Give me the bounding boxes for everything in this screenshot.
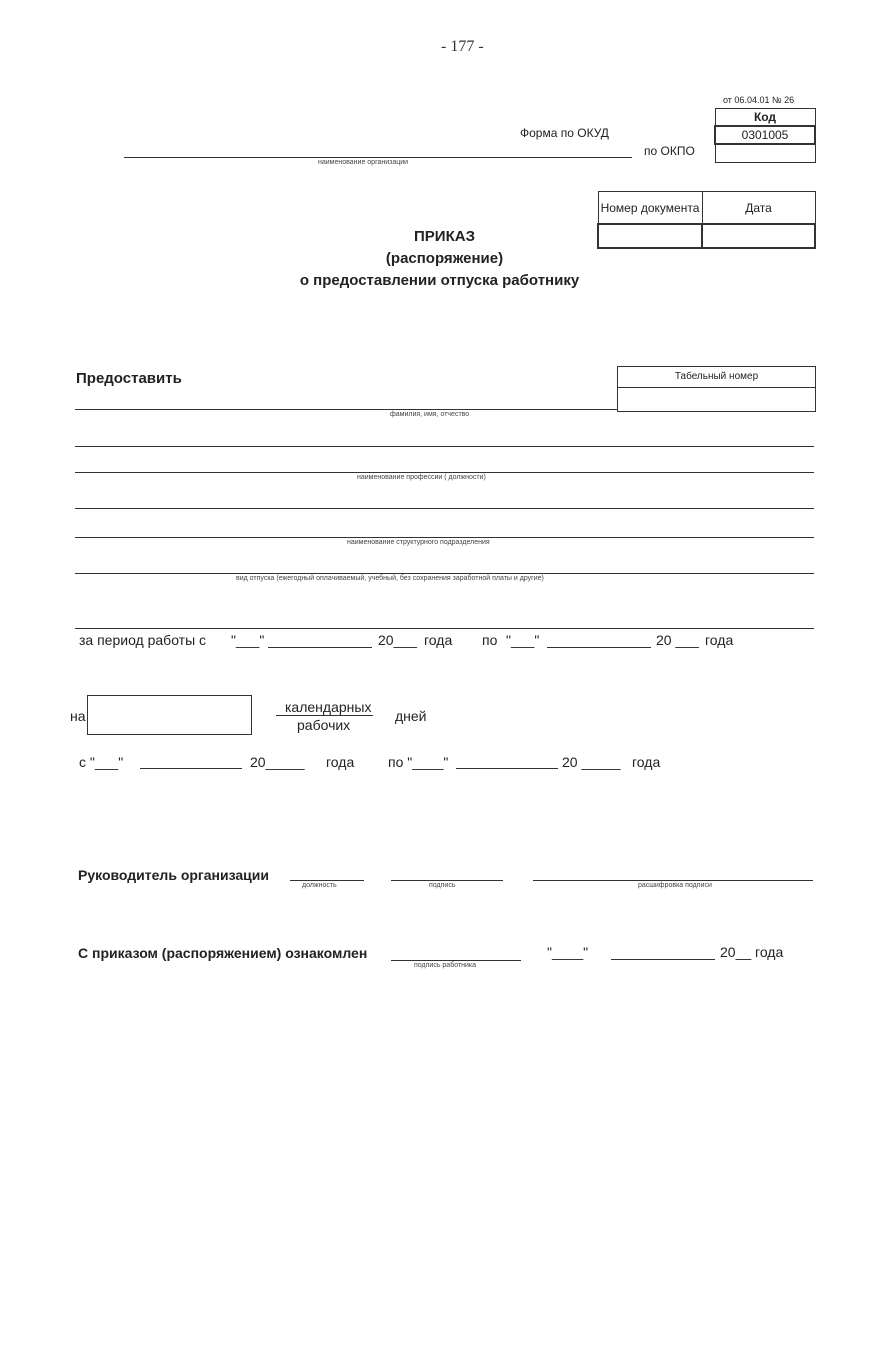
ack-sign-line[interactable] xyxy=(391,960,521,961)
code-header: Код xyxy=(715,109,815,127)
fio-line[interactable] xyxy=(75,409,617,410)
dates-end-year[interactable]: 20 _____ xyxy=(562,754,621,770)
leave-type-caption: вид отпуска (ежегодный оплачиваемый, учебный, без сохранения заработной платы и другие) xyxy=(236,575,544,582)
organization-caption: наименование организации xyxy=(318,159,409,166)
page-number: - 177 - xyxy=(441,38,484,55)
period-month-start-line[interactable] xyxy=(268,647,372,648)
okud-label: Форма по ОКУД xyxy=(520,126,609,140)
head-decode-line[interactable] xyxy=(533,880,813,881)
title-line1: ПРИКАЗ xyxy=(414,228,475,245)
period-po: по xyxy=(482,632,498,648)
organization-line[interactable] xyxy=(124,157,632,158)
period-goda-start: года xyxy=(424,632,453,648)
grant-label: Предоставить xyxy=(76,370,182,387)
blank-line-2[interactable] xyxy=(75,508,814,509)
doc-number-header: Номер документа xyxy=(598,192,702,225)
fio-caption: фамилия, имя, отчество xyxy=(390,411,470,418)
period-goda-end: года xyxy=(705,632,734,648)
period-year-end[interactable]: 20 ___ xyxy=(656,632,699,648)
dates-start-year[interactable]: 20_____ xyxy=(250,754,305,770)
leave-type-line[interactable] xyxy=(75,573,814,574)
ack-sign-caption: подпись работника xyxy=(414,962,477,969)
head-position-caption: должность xyxy=(302,882,337,889)
days-calendar: календарных xyxy=(285,699,372,715)
okud-code-cell: 0301005 xyxy=(715,126,815,144)
days-na: на xyxy=(70,708,86,724)
days-count-box[interactable] xyxy=(87,695,252,735)
doc-date-header: Дата xyxy=(702,192,815,225)
dates-end-day[interactable]: по "____" xyxy=(388,754,449,770)
head-decode-caption: расшифровка подписи xyxy=(638,882,712,889)
ack-month-line[interactable] xyxy=(611,959,715,960)
tab-number-header: Табельный номер xyxy=(618,367,815,388)
tab-number-cell[interactable] xyxy=(618,388,815,411)
head-position-line[interactable] xyxy=(290,880,364,881)
head-label: Руководитель организации xyxy=(78,867,269,883)
period-label: за период работы с xyxy=(79,632,207,648)
ack-day[interactable]: "____" xyxy=(547,944,589,960)
blank-line-3[interactable] xyxy=(75,628,814,629)
okpo-label: по ОКПО xyxy=(644,144,695,158)
days-working: рабочих xyxy=(297,717,351,733)
ack-year[interactable]: 20__ года xyxy=(720,944,784,960)
title-line3: о предоставлении отпуска работнику xyxy=(299,272,580,289)
days-fraction-line xyxy=(276,715,373,716)
dates-end-goda: года xyxy=(632,754,661,770)
period-day-start[interactable]: "___" xyxy=(231,632,265,648)
okpo-code-cell[interactable] xyxy=(715,144,815,163)
profession-caption: наименование профессии ( должности) xyxy=(357,474,486,481)
tab-number-box xyxy=(617,366,816,412)
title-line2: (распоряжение) xyxy=(385,250,504,267)
profession-line[interactable] xyxy=(75,472,814,473)
dates-start-day[interactable]: с "___" xyxy=(79,754,124,770)
dates-start-month-line[interactable] xyxy=(140,768,242,769)
department-caption: наименование структурного подразделения xyxy=(347,539,490,546)
form-revision: от 06.04.01 № 26 xyxy=(723,95,795,105)
days-word: дней xyxy=(395,708,427,724)
dates-start-goda: года xyxy=(326,754,355,770)
period-month-end-line[interactable] xyxy=(547,647,651,648)
code-table xyxy=(714,108,816,163)
blank-line-1[interactable] xyxy=(75,446,814,447)
head-sign-line[interactable] xyxy=(391,880,503,881)
ack-label: С приказом (распоряжением) ознакомлен xyxy=(78,945,368,961)
head-sign-caption: подпись xyxy=(429,882,456,889)
department-line[interactable] xyxy=(75,537,814,538)
period-year-start[interactable]: 20___ xyxy=(378,632,417,648)
dates-end-month-line[interactable] xyxy=(456,768,558,769)
period-day-end[interactable]: "___" xyxy=(506,632,540,648)
